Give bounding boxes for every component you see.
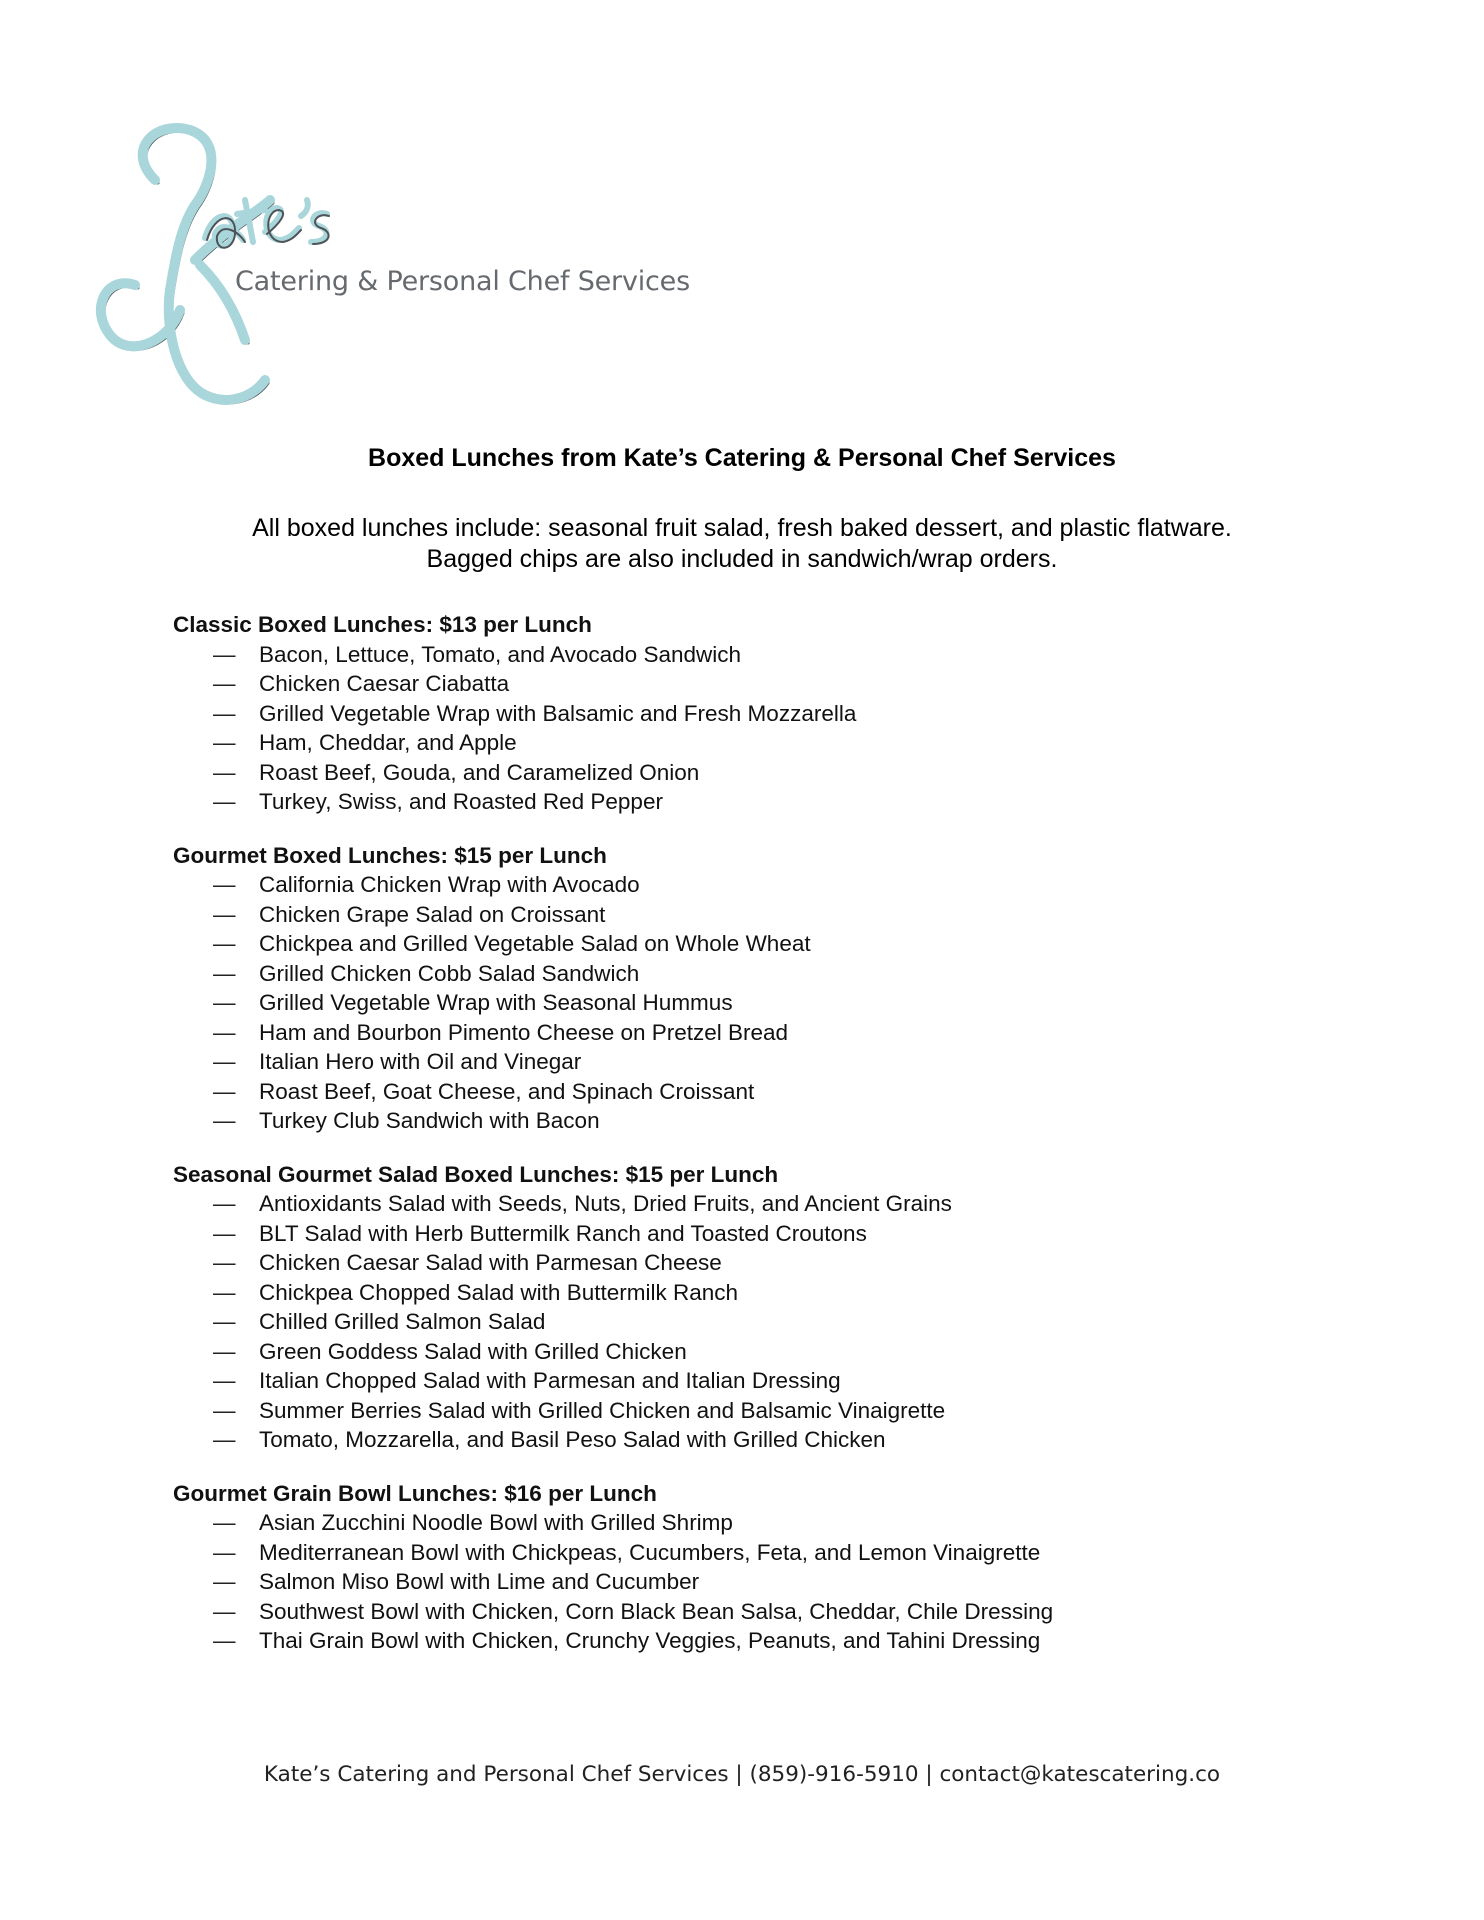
section-grain-bowl	[173, 1479, 1323, 1656]
dash-bullet: —	[213, 1078, 236, 1104]
page-title: Boxed Lunches from Kate’s Catering & Personal Chef Services	[368, 444, 1116, 472]
item-text: Chicken Caesar Salad with Parmesan Cheese	[259, 1250, 722, 1275]
list-item	[173, 1425, 1323, 1455]
list-item	[173, 1567, 1323, 1597]
list-item	[173, 959, 1323, 989]
item-text: Bacon, Lettuce, Tomato, and Avocado Sandwich	[259, 641, 742, 667]
section-salad	[173, 1160, 1323, 1455]
list-item	[173, 1248, 1323, 1278]
dash-bullet: —	[213, 931, 236, 956]
section-heading: Gourmet Boxed Lunches: $15 per Lunch	[173, 842, 607, 868]
list-item	[173, 728, 1323, 758]
menu-list	[173, 610, 1323, 1680]
dash-bullet: —	[213, 700, 236, 726]
list-item	[173, 1597, 1323, 1627]
list-item	[173, 1538, 1323, 1568]
list-item	[173, 988, 1323, 1018]
dash-bullet: —	[213, 641, 236, 667]
item-text: Grilled Vegetable Wrap with Balsamic and Fresh Mozzarella	[259, 700, 857, 726]
list-item	[173, 1366, 1323, 1396]
list-item	[173, 929, 1323, 959]
dash-bullet: —	[213, 1539, 236, 1565]
list-item	[173, 870, 1323, 900]
dash-bullet: —	[213, 671, 236, 696]
dash-bullet: —	[213, 1397, 236, 1423]
item-text: Southwest Bowl with Chicken, Corn Black Bean Salsa, Cheddar, Chile Dressing	[259, 1598, 1054, 1624]
dash-bullet: —	[213, 990, 236, 1015]
item-text: Roast Beef, Goat Cheese, and Spinach Croissant	[259, 1078, 755, 1104]
intro-line-2: Bagged chips are also included in sandwich/wrap orders.	[426, 545, 1058, 573]
item-list	[173, 640, 1323, 817]
list-item	[173, 640, 1323, 670]
dash-bullet: —	[213, 1309, 236, 1334]
list-item	[173, 669, 1323, 699]
dash-bullet: —	[213, 1427, 236, 1452]
item-text: Thai Grain Bowl with Chicken, Crunchy Veggies, Peanuts, and Tahini Dressing	[259, 1628, 1041, 1653]
list-item	[173, 1106, 1323, 1136]
dash-bullet: —	[213, 1368, 236, 1393]
dash-bullet: —	[213, 1191, 236, 1216]
list-item	[173, 1307, 1323, 1337]
list-item	[173, 1396, 1323, 1426]
section-gourmet	[173, 841, 1323, 1136]
dash-bullet: —	[213, 1628, 236, 1653]
company-logo	[95, 110, 690, 410]
dash-bullet: —	[213, 789, 236, 814]
dash-bullet: —	[213, 1049, 236, 1074]
dash-bullet: —	[213, 759, 236, 785]
logo-tagline: Catering & Personal Chef Services	[235, 266, 690, 297]
item-text: Green Goddess Salad with Grilled Chicken	[259, 1338, 687, 1364]
item-text: Antioxidants Salad with Seeds, Nuts, Dried Fruits, and Ancient Grains	[259, 1191, 952, 1216]
item-text: Italian Hero with Oil and Vinegar	[259, 1049, 582, 1074]
list-item	[173, 900, 1323, 930]
item-text: Turkey, Swiss, and Roasted Red Pepper	[259, 789, 663, 814]
item-text: Grilled Chicken Cobb Salad Sandwich	[259, 960, 640, 986]
list-item	[173, 1018, 1323, 1048]
item-text: California Chicken Wrap with Avocado	[259, 872, 640, 897]
kates-script-logo-graphic	[95, 110, 655, 410]
intro-text	[0, 513, 1484, 575]
list-item	[173, 1189, 1323, 1219]
item-text: Turkey Club Sandwich with Bacon	[259, 1108, 600, 1133]
item-text: BLT Salad with Herb Buttermilk Ranch and Toasted Croutons	[259, 1220, 867, 1246]
dash-bullet: —	[213, 1220, 236, 1246]
section-heading: Classic Boxed Lunches: $13 per Lunch	[173, 612, 592, 637]
list-item	[173, 1626, 1323, 1656]
item-text: Tomato, Mozzarella, and Basil Peso Salad with Grilled Chicken	[259, 1427, 886, 1452]
item-list	[173, 1189, 1323, 1455]
item-text: Chicken Grape Salad on Croissant	[259, 901, 606, 927]
section-heading: Seasonal Gourmet Salad Boxed Lunches: $15 per Lunch	[173, 1161, 779, 1187]
list-item	[173, 1077, 1323, 1107]
list-item	[173, 758, 1323, 788]
item-text: Ham, Cheddar, and Apple	[259, 730, 517, 755]
dash-bullet: —	[213, 1279, 236, 1305]
item-text: Italian Chopped Salad with Parmesan and Italian Dressing	[259, 1368, 841, 1393]
dash-bullet: —	[213, 901, 236, 927]
item-text: Chicken Caesar Ciabatta	[259, 671, 510, 696]
list-item	[173, 1278, 1323, 1308]
section-heading: Gourmet Grain Bowl Lunches: $16 per Lunch	[173, 1480, 657, 1506]
dash-bullet: —	[213, 960, 236, 986]
dash-bullet: —	[213, 1510, 236, 1535]
dash-bullet: —	[213, 1108, 236, 1133]
dash-bullet: —	[213, 1338, 236, 1364]
dash-bullet: —	[213, 1598, 236, 1624]
list-item	[173, 1508, 1323, 1538]
list-item	[173, 1047, 1323, 1077]
dash-bullet: —	[213, 1019, 236, 1045]
dash-bullet: —	[213, 1250, 236, 1275]
intro-line-1: All boxed lunches include: seasonal fruit salad, fresh baked dessert, and plastic flatware.	[252, 514, 1232, 542]
item-list	[173, 870, 1323, 1136]
item-text: Chickpea and Grilled Vegetable Salad on Whole Wheat	[259, 931, 811, 956]
item-text: Summer Berries Salad with Grilled Chicken and Balsamic Vinaigrette	[259, 1397, 946, 1423]
item-text: Asian Zucchini Noodle Bowl with Grilled Shrimp	[259, 1510, 733, 1535]
item-text: Chilled Grilled Salmon Salad	[259, 1309, 546, 1334]
list-item	[173, 787, 1323, 817]
section-classic	[173, 610, 1323, 817]
item-text: Chickpea Chopped Salad with Buttermilk Ranch	[259, 1279, 739, 1305]
list-item	[173, 699, 1323, 729]
dash-bullet: —	[213, 872, 236, 897]
item-text: Salmon Miso Bowl with Lime and Cucumber	[259, 1569, 700, 1594]
list-item	[173, 1219, 1323, 1249]
dash-bullet: —	[213, 730, 236, 755]
item-text: Mediterranean Bowl with Chickpeas, Cucumbers, Feta, and Lemon Vinaigrette	[259, 1539, 1041, 1565]
item-text: Roast Beef, Gouda, and Caramelized Onion	[259, 759, 700, 785]
list-item	[173, 1337, 1323, 1367]
dash-bullet: —	[213, 1569, 236, 1594]
footer-contact: Kate’s Catering and Personal Chef Services | (859)-916-5910 | contact@katescatering.co	[263, 1762, 1221, 1787]
item-text: Grilled Vegetable Wrap with Seasonal Hummus	[259, 990, 733, 1015]
item-text: Ham and Bourbon Pimento Cheese on Pretzel Bread	[259, 1019, 789, 1045]
item-list	[173, 1508, 1323, 1656]
